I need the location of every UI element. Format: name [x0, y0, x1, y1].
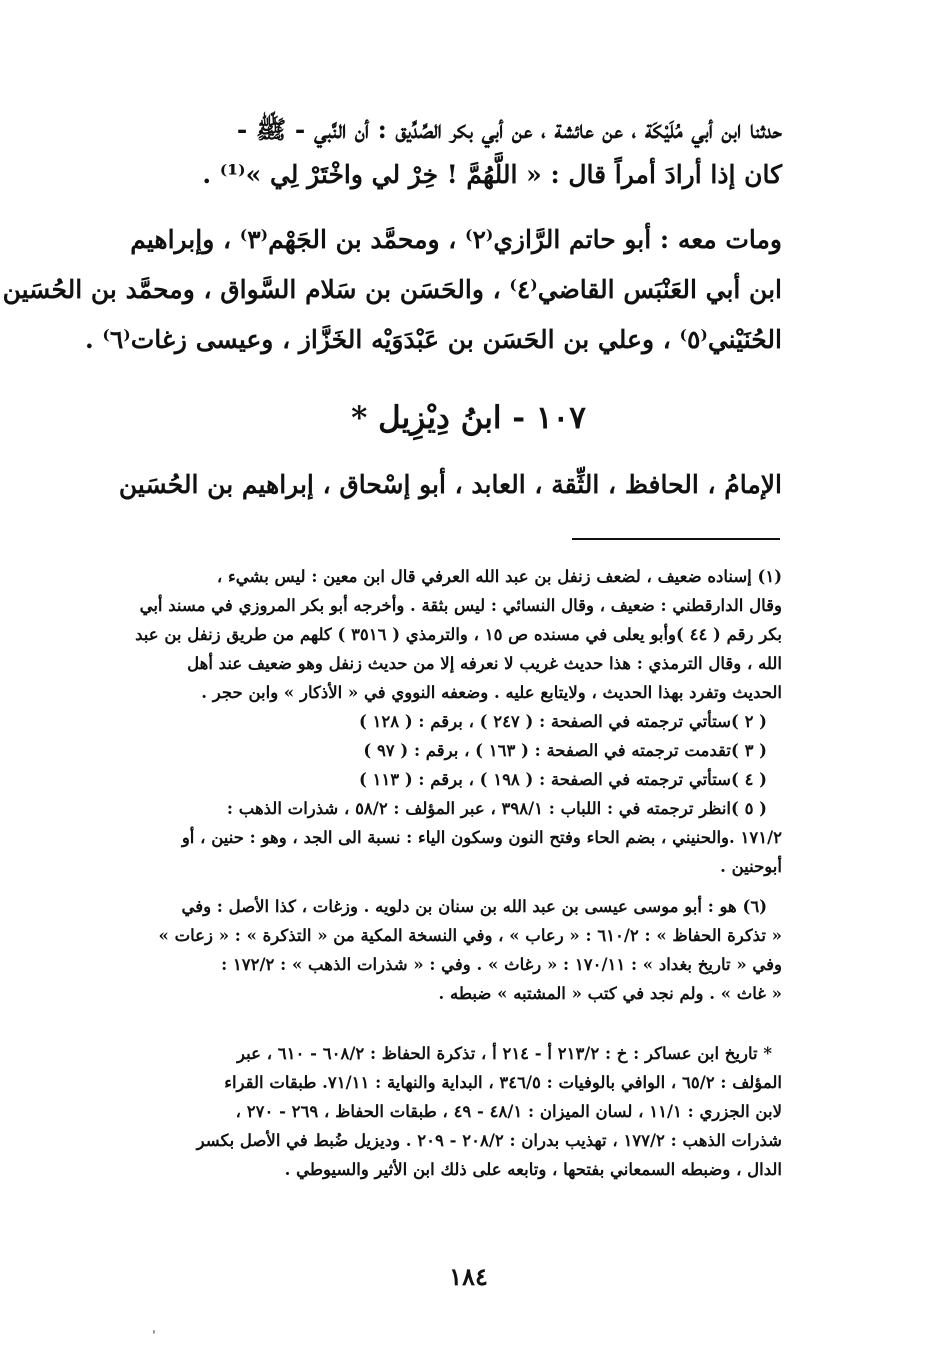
footnote-line-8: ( ٤ )ستأتي ترجمته في الصفحة : ( ١٩٨ ) ، برقم : ( ١١٣ )	[358, 770, 767, 789]
body-line-3: ومات معه : أبو حاتم الرَّازي⁽٢⁾ ، ومحمَّد بن الجَهْم⁽٣⁾ ، وإبراهيم	[130, 225, 782, 254]
footnote-line-9: ( ٥ )انظر ترجمته في : اللباب : ٣٩٨/١ ، عبر المؤلف : ٥٨/٢ ، شذرات الذهب :	[226, 799, 767, 818]
footnote-line-19: شذرات الذهب : ١٧٧/٢ ، تهذيب بدران : ٢٠٨/٢ - ٢٠٩ . وديزيل ضُبط في الأصل بكسر	[196, 1131, 782, 1150]
footnote-line-13: « تذكرة الحفاظ » : ٦١٠/٢ : « رعاب » ، وفي النسخة المكية من « التذكرة » : « زعات »	[158, 926, 782, 945]
body-line-5: الحُنَيْني⁽٥⁾ ، وعلي بن الحَسَن بن عَبْدَوَيْه الخَزَّاز ، وعيسى زغات⁽٦⁾ .	[84, 325, 782, 354]
body-line-1: حدثنا ابن أبي مُلَيْكَة ، عن عائشة ، عن أبي بكر الصِّدِّيق : أن النَّبي - ﷺ -	[236, 115, 782, 144]
footnote-line-16: * تاريخ ابن عساكر : خ : ٢١٣/٢ أ - ٢١٤ أ ، تذكرة الحفاظ : ٦٠٨/٢ - ٦١٠ ، عبر	[237, 1044, 772, 1063]
footnote-line-15: « غاث » . ولم نجد في كتب « المشتبه » ضبطه .	[438, 984, 782, 1003]
footnote-line-20: الدال ، وضبطه السمعاني بفتحها ، وتابعه على ذلك ابن الأثير والسيوطي .	[284, 1160, 782, 1179]
footnote-line-7: ( ٣ )تقدمت ترجمته في الصفحة : ( ١٦٣ ) ، برقم : ( ٩٧ )	[363, 741, 767, 760]
footnote-line-18: لابن الجزري : ١١/١ ، لسان الميزان : ٤٨/١ - ٤٩ ، طبقات الحفاظ ، ٢٦٩ - ٢٧٠ ،	[235, 1102, 782, 1121]
scan-mark: ˌ	[152, 1320, 156, 1336]
footnote-line-5: الحديث وتفرد بهذا الحديث ، ولايتابع عليه . وضعفه النووي في « الأذكار » وابن حجر .	[201, 683, 782, 702]
footnote-line-3: بكر رقم ( ٤٤ )وأبو يعلى في مسنده ص ١٥ ، والترمذي ( ٣٥١٦ ) كلهم من طريق زنفل بن عبد	[135, 625, 782, 644]
page-number: ١٨٤	[449, 1262, 488, 1291]
footnote-line-12: (٦) هو : أبو موسى عيسى بن عبد الله بن سنان بن دلويه . وزغات ، كذا الأصل : وفي	[181, 897, 767, 916]
subheading-line: الإمامُ ، الحافظ ، الثِّقة ، العابد ، أبو إسْحاق ، إبراهيم بن الحُسَين	[118, 470, 782, 499]
footnote-line-2: وقال الدارقطني : ضعيف ، وقال النسائي : ليس بثقة . وأخرجه أبو بكر المروزي في مسند أبي	[139, 596, 782, 615]
footnote-line-17: المؤلف : ٦٥/٢ ، الوافي بالوفيات : ٣٤٦/٥ ، البداية والنهاية : ٧١/١١. طبقات القراء	[224, 1073, 782, 1092]
footnote-separator	[572, 538, 780, 540]
body-line-2: كان إذا أرادَ أمراً قال : « اللَّهُمَّ ! خِرْ لي واخْتَرْ لِي »⁽¹⁾ .	[202, 160, 782, 189]
footnote-line-10: ١٧١/٢ .والحنيني ، بضم الحاء وفتح النون وسكون الياء : نسبة الى الجد ، وهو : حنين ، أو	[181, 828, 782, 847]
body-line-4: ابن أبي العَنْبَس القاضي⁽٤⁾ ، والحَسَن بن سَلام السَّواق ، ومحمَّد بن الحُسَين	[2, 275, 782, 304]
footnote-line-6: ( ٢ )ستأتي ترجمته في الصفحة : ( ٢٤٧ ) ، برقم : ( ١٢٨ )	[358, 712, 767, 731]
footnote-line-4: الله ، وقال الترمذي : هذا حديث غريب لا نعرفه إلا من حديث زنفل وهو ضعيف عند أهل	[187, 654, 782, 673]
footnote-line-14: وفي « تاريخ بغداد » : ١٧٠/١١ : « رغاث » . وفي : « شذرات الذهب » : ١٧٢/٢ :	[221, 955, 782, 974]
section-heading: ١٠٧ - ابنُ دِيْزِيل *	[351, 400, 586, 436]
footnote-line-11: أبوحنين .	[720, 857, 782, 876]
footnote-line-1: (١) إسناده ضعيف ، لضعف زنفل بن عبد الله العرفي قال ابن معين : ليس بشيء ،	[216, 567, 782, 586]
